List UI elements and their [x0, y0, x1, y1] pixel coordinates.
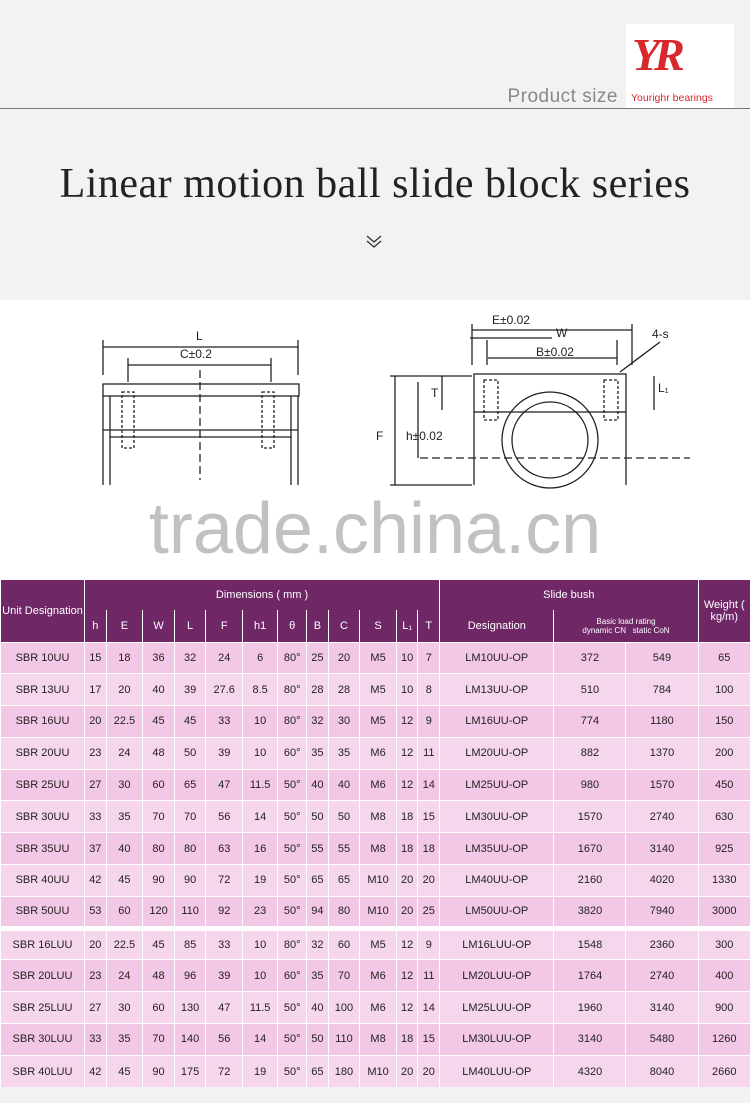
table-cell: SBR 25UU	[1, 769, 85, 801]
label-E: E±0.02	[492, 313, 530, 327]
table-cell: LM25LUU-OP	[440, 992, 554, 1024]
table-cell: 40	[106, 833, 143, 865]
table-cell: M10	[360, 896, 397, 928]
table-cell: 28	[328, 674, 360, 706]
label-C: C±0.2	[180, 347, 212, 361]
table-cell: SBR 50UU	[1, 896, 85, 928]
table-cell: 10	[396, 674, 418, 706]
table-cell: 24	[206, 642, 243, 674]
table-cell: 925	[698, 833, 750, 865]
table-cell: LM50UU-OP	[440, 896, 554, 928]
table-cell: 35	[307, 737, 329, 769]
table-cell: 33	[85, 801, 107, 833]
table-cell: 35	[307, 960, 329, 992]
table-cell: 40	[143, 674, 175, 706]
table-cell: 50°	[278, 833, 307, 865]
table-cell: SBR 25LUU	[1, 992, 85, 1024]
table-row	[1, 642, 750, 674]
table-cell: 10	[243, 737, 278, 769]
table-cell: 40	[328, 769, 360, 801]
table-cell: 60°	[278, 960, 307, 992]
table-cell: M5	[360, 928, 397, 960]
table-cell: 15	[85, 642, 107, 674]
table-cell: 50	[328, 801, 360, 833]
table-cell: SBR 13UU	[1, 674, 85, 706]
table-cell: 510	[554, 674, 626, 706]
table-cell: 60	[328, 928, 360, 960]
table-cell: 20	[328, 642, 360, 674]
brand-logo	[626, 24, 734, 108]
table-cell: 65	[174, 769, 206, 801]
table-cell: 1570	[554, 801, 626, 833]
table-cell: 4320	[554, 1055, 626, 1087]
table-cell: 80°	[278, 642, 307, 674]
table-cell: LM20UU-OP	[440, 737, 554, 769]
label-W: W	[556, 326, 568, 340]
table-cell: 110	[328, 1024, 360, 1056]
table-cell: 70	[174, 801, 206, 833]
table-cell: 39	[206, 960, 243, 992]
table-row	[1, 833, 750, 865]
header-dim: E	[106, 610, 143, 642]
header-dimensions: Dimensions ( mm )	[85, 580, 440, 610]
table-cell: 22.5	[106, 706, 143, 738]
table-cell: 56	[206, 801, 243, 833]
table-cell: 50°	[278, 769, 307, 801]
table-cell: SBR 16LUU	[1, 928, 85, 960]
table-cell: 35	[106, 1024, 143, 1056]
table-row	[1, 801, 750, 833]
header-dim: L₁	[396, 610, 418, 642]
label-T: T	[431, 386, 439, 400]
table-cell: 80°	[278, 706, 307, 738]
table-row	[1, 992, 750, 1024]
table-cell: 20	[106, 674, 143, 706]
table-cell: 40	[307, 769, 329, 801]
table-cell: 8	[418, 674, 440, 706]
table-cell: LM40UU-OP	[440, 865, 554, 897]
table-cell: 784	[626, 674, 698, 706]
table-cell: 90	[174, 865, 206, 897]
table-cell: 3140	[626, 833, 698, 865]
table-cell: 20	[396, 1055, 418, 1087]
table-cell: 180	[328, 1055, 360, 1087]
header-slide-bush: Slide bush	[440, 580, 698, 610]
table-cell: 45	[143, 706, 175, 738]
table-cell: 12	[396, 960, 418, 992]
table-cell: 12	[396, 706, 418, 738]
table-cell: 47	[206, 992, 243, 1024]
table-cell: 774	[554, 706, 626, 738]
table-cell: 50	[307, 1024, 329, 1056]
table-cell: 60°	[278, 737, 307, 769]
table-row	[1, 865, 750, 897]
table-cell: LM35UU-OP	[440, 833, 554, 865]
table-row	[1, 960, 750, 992]
table-cell: 65	[307, 865, 329, 897]
table-cell: 65	[307, 1055, 329, 1087]
table-cell: 27	[85, 769, 107, 801]
table-cell: 18	[106, 642, 143, 674]
table-cell: 30	[106, 992, 143, 1024]
table-cell: SBR 30LUU	[1, 1024, 85, 1056]
table-cell: 33	[85, 1024, 107, 1056]
table-cell: 549	[626, 642, 698, 674]
table-cell: 11.5	[243, 769, 278, 801]
header-dim: B	[307, 610, 329, 642]
table-cell: 7	[418, 642, 440, 674]
table-row	[1, 928, 750, 960]
table-cell: 10	[243, 960, 278, 992]
table-cell: 372	[554, 642, 626, 674]
table-cell: 96	[174, 960, 206, 992]
table-cell: 94	[307, 896, 329, 928]
table-cell: 24	[106, 737, 143, 769]
table-cell: 11	[418, 960, 440, 992]
table-cell: 130	[174, 992, 206, 1024]
header-dim: θ	[278, 610, 307, 642]
label-s: 4-s	[652, 327, 669, 341]
table-cell: 65	[328, 865, 360, 897]
header-dim: F	[206, 610, 243, 642]
table-cell: 65	[698, 642, 750, 674]
table-cell: 80	[328, 896, 360, 928]
table-cell: 72	[206, 865, 243, 897]
table-cell: 39	[206, 737, 243, 769]
table-cell: M6	[360, 960, 397, 992]
table-cell: 2360	[626, 928, 698, 960]
table-cell: 18	[396, 801, 418, 833]
table-cell: 2740	[626, 801, 698, 833]
table-cell: 100	[328, 992, 360, 1024]
table-cell: 12	[396, 769, 418, 801]
table-cell: LM40LUU-OP	[440, 1055, 554, 1087]
table-cell: 14	[243, 801, 278, 833]
table-cell: 50	[174, 737, 206, 769]
table-cell: 9	[418, 928, 440, 960]
table-cell: 25	[307, 642, 329, 674]
table-cell: M8	[360, 801, 397, 833]
table-cell: 63	[206, 833, 243, 865]
table-cell: 5480	[626, 1024, 698, 1056]
label-h: h±0.02	[406, 429, 443, 443]
logo-mark: YR	[632, 29, 679, 80]
table-cell: 32	[307, 706, 329, 738]
table-cell: 28	[307, 674, 329, 706]
table-row	[1, 769, 750, 801]
table-cell: 20	[418, 1055, 440, 1087]
table-cell: SBR 20UU	[1, 737, 85, 769]
table-cell: M5	[360, 642, 397, 674]
spec-table	[0, 580, 750, 1087]
header-dynamic-static	[554, 626, 697, 635]
table-cell: 45	[143, 928, 175, 960]
table-cell: 72	[206, 1055, 243, 1087]
table-cell: 55	[307, 833, 329, 865]
table-cell: 1764	[554, 960, 626, 992]
table-cell: M6	[360, 992, 397, 1024]
table-cell: 110	[174, 896, 206, 928]
table-cell: 6	[243, 642, 278, 674]
table-cell: LM16LUU-OP	[440, 928, 554, 960]
header-dim: L	[174, 610, 206, 642]
table-cell: M6	[360, 737, 397, 769]
table-cell: 60	[143, 769, 175, 801]
table-cell: 45	[174, 706, 206, 738]
table-cell: 48	[143, 737, 175, 769]
table-cell: SBR 10UU	[1, 642, 85, 674]
table-cell: 70	[143, 801, 175, 833]
table-cell: 10	[243, 928, 278, 960]
table-cell: 80	[143, 833, 175, 865]
table-cell: 35	[328, 737, 360, 769]
header-dim: h	[85, 610, 107, 642]
table-cell: 1570	[626, 769, 698, 801]
table-cell: 20	[396, 865, 418, 897]
header-dim: W	[143, 610, 175, 642]
table-cell: 53	[85, 896, 107, 928]
table-cell: M6	[360, 769, 397, 801]
table-cell: M5	[360, 674, 397, 706]
table-cell: 400	[698, 960, 750, 992]
table-cell: 30	[106, 769, 143, 801]
table-cell: 32	[174, 642, 206, 674]
table-cell: 8.5	[243, 674, 278, 706]
table-body	[1, 642, 750, 1087]
table-cell: 70	[328, 960, 360, 992]
header-dynamic: dynamic CN	[582, 625, 626, 635]
table-cell: LM30LUU-OP	[440, 1024, 554, 1056]
table-cell: M5	[360, 706, 397, 738]
table-cell: 23	[85, 737, 107, 769]
table-row	[1, 706, 750, 738]
table-cell: M10	[360, 865, 397, 897]
header-designation: Designation	[440, 610, 554, 642]
label-B: B±0.02	[536, 345, 574, 359]
table-cell: 882	[554, 737, 626, 769]
table-cell: 42	[85, 865, 107, 897]
table-cell: 10	[396, 642, 418, 674]
table-cell: 47	[206, 769, 243, 801]
table-cell: 1960	[554, 992, 626, 1024]
page-title: Linear motion ball slide block series	[59, 161, 691, 207]
table-cell: 85	[174, 928, 206, 960]
table-cell: 20	[85, 928, 107, 960]
table-cell: 48	[143, 960, 175, 992]
table-cell: M10	[360, 1055, 397, 1087]
header-dim: T	[418, 610, 440, 642]
table-cell: 900	[698, 992, 750, 1024]
table-cell: 11	[418, 737, 440, 769]
header-basic-load: Basic load rating	[596, 616, 656, 626]
header-rule	[0, 108, 750, 109]
table-cell: 80°	[278, 928, 307, 960]
table-cell: 50	[307, 801, 329, 833]
table-cell: 24	[106, 960, 143, 992]
table-cell: 3140	[554, 1024, 626, 1056]
table-cell: 12	[396, 992, 418, 1024]
table-cell: 27.6	[206, 674, 243, 706]
table-cell: 175	[174, 1055, 206, 1087]
table-cell: 45	[106, 1055, 143, 1087]
label-L: L	[196, 329, 203, 343]
label-F: F	[376, 429, 384, 443]
label-L1: L₁	[658, 381, 669, 395]
table-cell: 23	[243, 896, 278, 928]
table-cell: SBR 40LUU	[1, 1055, 85, 1087]
header-weight: Weight ( kg/m)	[698, 580, 750, 642]
table-cell: 32	[307, 928, 329, 960]
table-cell: 90	[143, 865, 175, 897]
table-cell: 90	[143, 1055, 175, 1087]
table-cell: 33	[206, 706, 243, 738]
header-dim: S	[360, 610, 397, 642]
table-cell: 140	[174, 1024, 206, 1056]
table-cell: 27	[85, 992, 107, 1024]
header-static: static CoN	[632, 625, 670, 635]
table-cell: LM13UU-OP	[440, 674, 554, 706]
table-cell: 8040	[626, 1055, 698, 1087]
table-cell: 18	[418, 833, 440, 865]
table-cell: 2160	[554, 865, 626, 897]
table-cell: 200	[698, 737, 750, 769]
table-cell: 3000	[698, 896, 750, 928]
table-row	[1, 1024, 750, 1056]
table-row	[1, 674, 750, 706]
table-cell: 17	[85, 674, 107, 706]
table-cell: 23	[85, 960, 107, 992]
table-cell: 70	[143, 1024, 175, 1056]
table-cell: 50°	[278, 1055, 307, 1087]
table-cell: 37	[85, 833, 107, 865]
table-cell: 92	[206, 896, 243, 928]
table-cell: 3820	[554, 896, 626, 928]
table-cell: 20	[396, 896, 418, 928]
table-cell: 4020	[626, 865, 698, 897]
table-cell: 14	[418, 992, 440, 1024]
table-cell: 35	[106, 801, 143, 833]
table-cell: LM30UU-OP	[440, 801, 554, 833]
table-cell: 1180	[626, 706, 698, 738]
logo-brand-text: Yourighr bearings	[631, 92, 713, 104]
table-cell: SBR 30UU	[1, 801, 85, 833]
table-cell: 10	[243, 706, 278, 738]
table-cell: 50°	[278, 1024, 307, 1056]
table-cell: M8	[360, 833, 397, 865]
table-cell: 12	[396, 928, 418, 960]
table-cell: 20	[418, 865, 440, 897]
watermark: trade.china.cn	[148, 489, 602, 569]
header-dim: h1	[243, 610, 278, 642]
table-row	[1, 896, 750, 928]
table-cell: 450	[698, 769, 750, 801]
table-cell: LM20LUU-OP	[440, 960, 554, 992]
table-cell: 9	[418, 706, 440, 738]
header-section	[0, 0, 750, 300]
table-row	[1, 1055, 750, 1087]
table-cell: LM16UU-OP	[440, 706, 554, 738]
table-cell: M8	[360, 1024, 397, 1056]
table-cell: 120	[143, 896, 175, 928]
table-cell: 1330	[698, 865, 750, 897]
table-cell: 980	[554, 769, 626, 801]
table-cell: 1260	[698, 1024, 750, 1056]
chevron-down-icon	[365, 234, 383, 250]
table-cell: 18	[396, 833, 418, 865]
table-cell: 15	[418, 801, 440, 833]
table-cell: 42	[85, 1055, 107, 1087]
table-cell: LM25UU-OP	[440, 769, 554, 801]
table-row	[1, 737, 750, 769]
table-cell: 20	[85, 706, 107, 738]
table-cell: 2660	[698, 1055, 750, 1087]
table-cell: SBR 35UU	[1, 833, 85, 865]
table-cell: 19	[243, 1055, 278, 1087]
table-cell: SBR 16UU	[1, 706, 85, 738]
table-cell: 50°	[278, 801, 307, 833]
header-unit-designation: Unit Designation	[1, 580, 85, 642]
table-cell: LM10UU-OP	[440, 642, 554, 674]
table-cell: 60	[106, 896, 143, 928]
table-cell: 80°	[278, 674, 307, 706]
table-cell: 36	[143, 642, 175, 674]
table-cell: 300	[698, 928, 750, 960]
table-cell: 1548	[554, 928, 626, 960]
table-cell: 80	[174, 833, 206, 865]
table-cell: 40	[307, 992, 329, 1024]
table-cell: 45	[106, 865, 143, 897]
table-cell: 1670	[554, 833, 626, 865]
table-cell: 1370	[626, 737, 698, 769]
table-cell: 3140	[626, 992, 698, 1024]
table-cell: 60	[143, 992, 175, 1024]
table-cell: 11.5	[243, 992, 278, 1024]
table-cell: 50°	[278, 896, 307, 928]
table-cell: SBR 40UU	[1, 865, 85, 897]
table-cell: 18	[396, 1024, 418, 1056]
table-cell: 150	[698, 706, 750, 738]
product-size-label: Product size	[507, 86, 618, 107]
table-cell: 2740	[626, 960, 698, 992]
table-cell: 12	[396, 737, 418, 769]
table-cell: 7940	[626, 896, 698, 928]
table-cell: 14	[418, 769, 440, 801]
header-dim: C	[328, 610, 360, 642]
table-cell: 630	[698, 801, 750, 833]
table-cell: 14	[243, 1024, 278, 1056]
table-cell: 22.5	[106, 928, 143, 960]
header-load-rating	[554, 610, 698, 642]
table-cell: 50°	[278, 865, 307, 897]
table-cell: 55	[328, 833, 360, 865]
table-cell: 56	[206, 1024, 243, 1056]
table-cell: 33	[206, 928, 243, 960]
table-cell: 15	[418, 1024, 440, 1056]
table-cell: 16	[243, 833, 278, 865]
table-cell: 100	[698, 674, 750, 706]
table-cell: 39	[174, 674, 206, 706]
table-cell: 50°	[278, 992, 307, 1024]
table-cell: 25	[418, 896, 440, 928]
table-cell: 30	[328, 706, 360, 738]
table-cell: SBR 20LUU	[1, 960, 85, 992]
table-cell: 19	[243, 865, 278, 897]
